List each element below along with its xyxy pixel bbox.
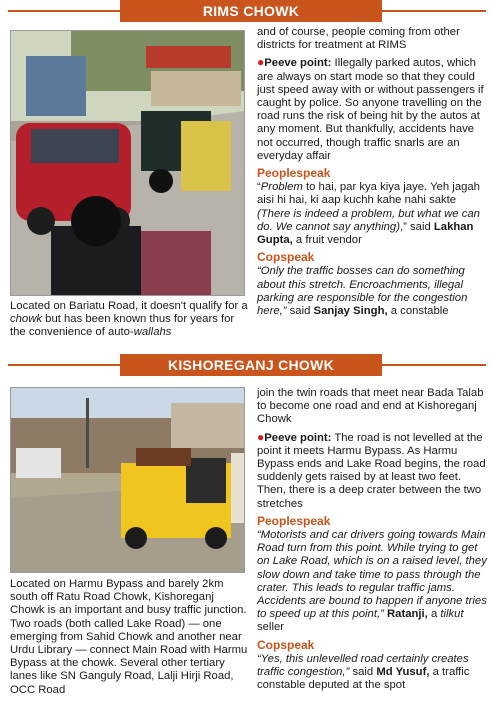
kishoreganj-chowk-photo	[10, 387, 245, 573]
section1-body	[257, 26, 487, 322]
speaker-role: seller	[257, 621, 284, 634]
speaker-role: a	[427, 608, 441, 621]
section2-cop-quote	[257, 653, 487, 693]
quote-text: Problem	[260, 181, 303, 194]
quote-text: “	[257, 181, 261, 194]
section1-people-quote	[257, 181, 487, 247]
section2-intro: join the twin roads that meet near Bada Talab to become one road and end at Kishoreganj Chowk	[257, 387, 484, 426]
section1-cop-quote	[257, 265, 487, 318]
caption-text: Located on Bariatu Road, it doesn't qualify for a	[10, 300, 248, 312]
caption-text: chowk	[10, 313, 43, 326]
peoplespeak-heading: Peoplespeak	[257, 166, 331, 181]
quote-text: “Motorists and car drivers going towards Main Road turn from this point. While trying to get on Lake Road, which is on a raised level, they slow down and take time to pass through the crater. This leads to regular traffic jams. Accidents are bound to happen if anyone tries to speed up at this point,”	[257, 529, 487, 621]
quote-text: (There is indeed a problem, but what we can do. We cannot say anything)	[257, 207, 480, 233]
caption-text: wallahs	[133, 326, 172, 339]
copspeak-heading: Copspeak	[257, 637, 315, 652]
peeve-text: Illegally parked autos, which are always on start mode so that they could just speed away with or without passengers if caught by police. So anyone travelling on the road runs the risk of being hit by the autos at any moment. But thankfully, accidents have not occurred, though traffic snarls are an everyday affair	[257, 57, 484, 162]
section1-caption	[10, 300, 250, 340]
section2-banner	[0, 354, 494, 376]
bullet-icon: ●	[257, 55, 265, 70]
quote-text: said	[349, 666, 377, 679]
speaker-role: tilkut	[440, 608, 464, 621]
bullet-icon: ●	[257, 429, 265, 444]
peoplespeak-heading: Peoplespeak	[257, 513, 331, 528]
section2-people-quote	[257, 529, 487, 635]
speaker-role: a fruit vendor	[292, 234, 362, 247]
speaker-name: Lakhan Gupta,	[257, 220, 474, 247]
section1-banner	[0, 0, 494, 22]
speaker-name: Ratanji,	[387, 608, 428, 621]
speaker-role: a constable	[387, 305, 449, 318]
quote-text: “Yes, this unlevelled road certainly creates traffic congestion,”	[257, 652, 469, 679]
quote-text: said	[286, 305, 314, 318]
section2-body	[257, 387, 487, 696]
peeve-text: The road is not levelled at the point it meets Harmu Bypass. As Harmu Bypass ends and Lake Road begins, the road suddenly gets raised by at least two feet. Then, there is a deep crater between the two stretches	[257, 431, 486, 510]
speaker-role: a traffic constable deputed at the spot	[257, 666, 470, 692]
peeve-label: Peeve point:	[264, 57, 332, 70]
caption-text: but has been known thus for years for the convenience of auto-	[10, 313, 235, 339]
section2-caption: Located on Harmu Bypass and barely 2km south off Ratu Road Chowk, Kishoreganj Chowk is an important and busy traffic junction. Two roads (both called Lake Road) — one emerging from Sahid Chowk and another near Urdu Library — connect Main Road with Harmu Bypass at the chowk. Several other tertiary lanes like SN Ganguly Road, Lalji Hirji Road, OCC Road	[10, 578, 248, 696]
quote-text: to hai, par kya kiya jaye. Yeh jagah aisi hi hai, ki aap kuchh kahe nahi sakte	[257, 181, 480, 207]
section1-title: RIMS CHOWK	[120, 0, 382, 22]
speaker-name: Md Yusuf,	[376, 666, 430, 679]
quote-text: ,” said	[399, 220, 434, 233]
section1-peeve	[257, 56, 487, 163]
speaker-name: Sanjay Singh,	[313, 305, 388, 318]
section2-title: KISHOREGANJ CHOWK	[120, 354, 382, 376]
rims-chowk-photo	[10, 30, 245, 296]
section2-peeve	[257, 431, 487, 511]
section1-intro: and of course, people coming from other districts for treatment at RIMS	[257, 26, 460, 52]
copspeak-heading: Copspeak	[257, 250, 315, 265]
peeve-label: Peeve point:	[264, 431, 332, 444]
quote-text: “Only the traffic bosses can do something about this stretch. Encroachments, illegal parking are responsible for the congestion here,”	[257, 265, 468, 318]
